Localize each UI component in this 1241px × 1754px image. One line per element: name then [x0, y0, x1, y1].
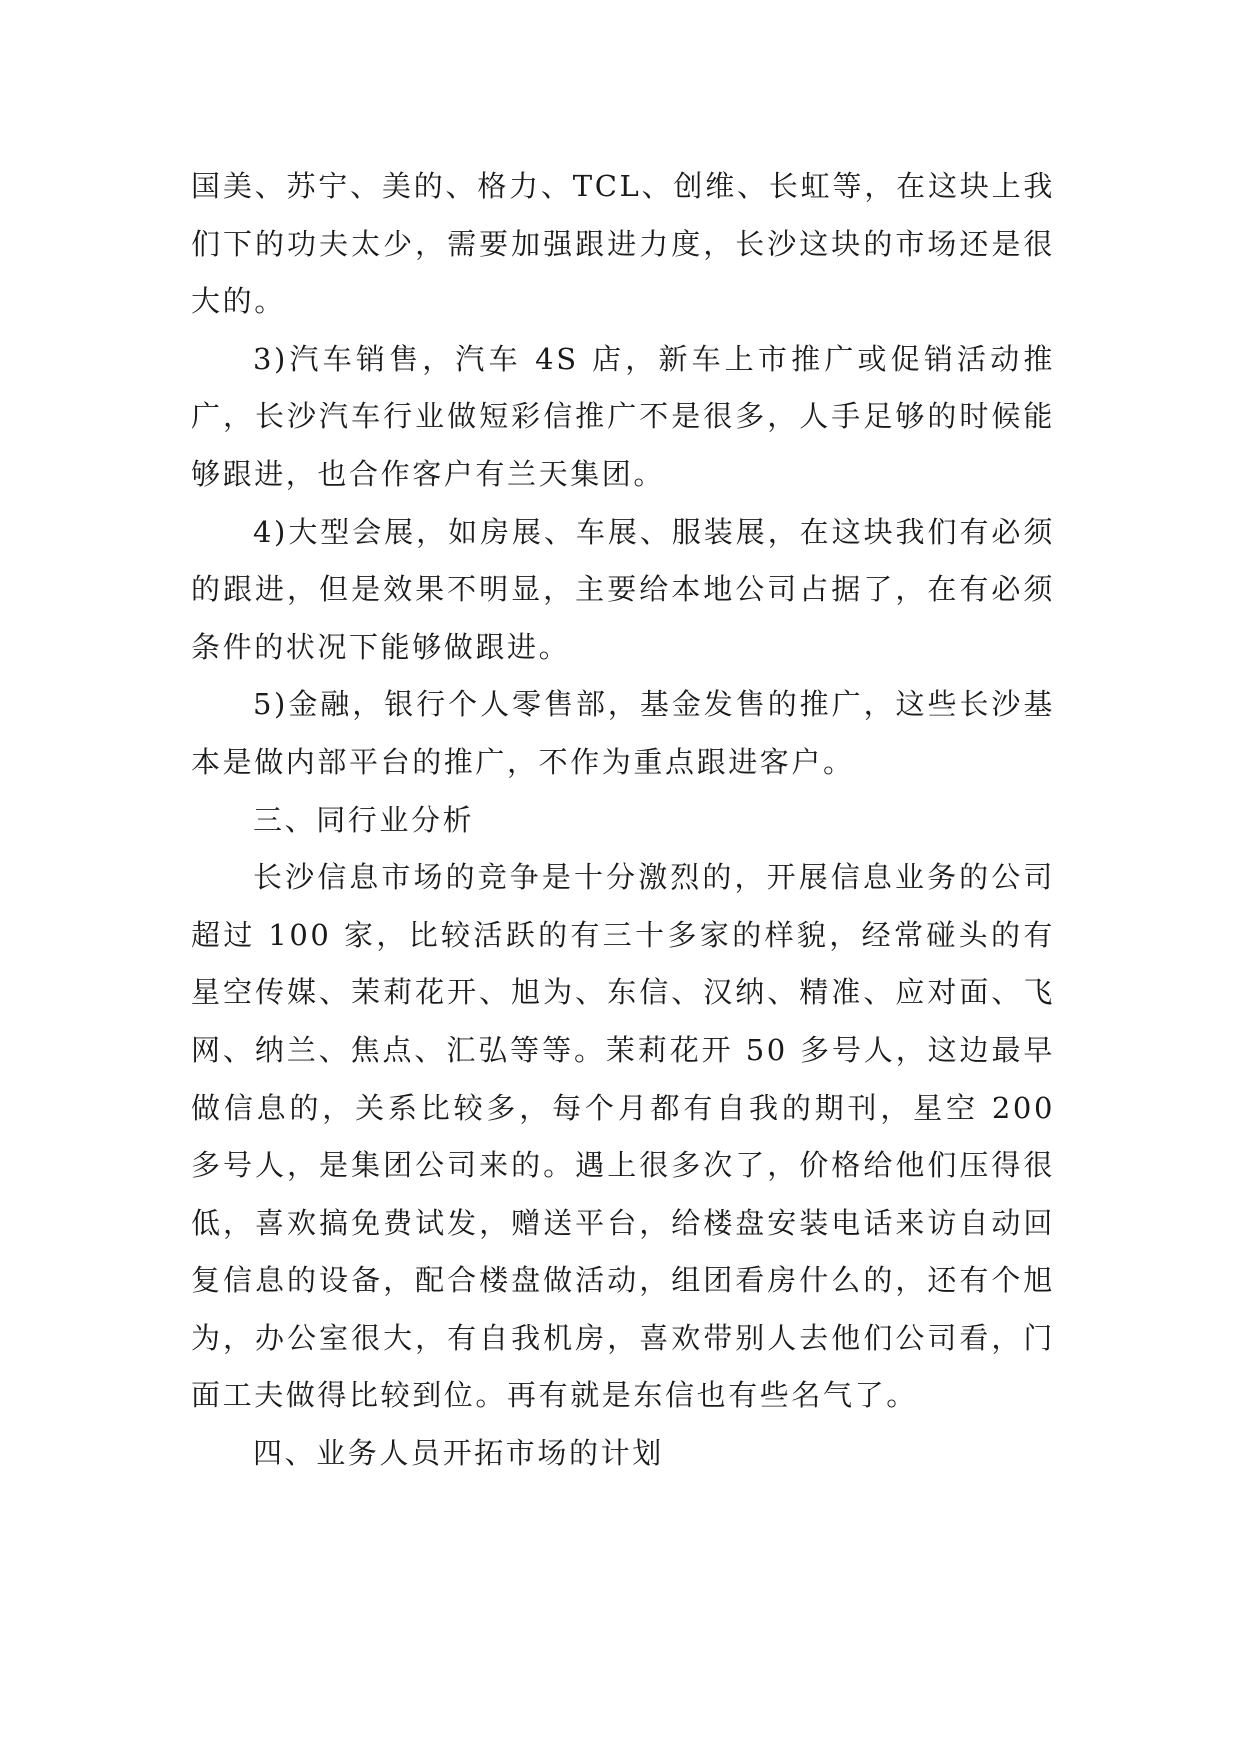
section-heading-market-plan: 四、业务人员开拓市场的计划	[253, 1436, 664, 1471]
paragraph-exhibitions: 4)大型会展，如房展、车展、服装展，在这块我们有必须的跟进，但是效果不明显，主要给本地公司占据了，在有必须条件的状况下能够做跟进。	[191, 514, 1055, 664]
document-body	[191, 158, 1055, 1483]
paragraph-finance: 5)金融，银行个人零售部，基金发售的推广，这些长沙基本是做内部平台的推广，不作为重点跟进客户。	[191, 687, 1055, 779]
section-heading-industry-analysis: 三、同行业分析	[253, 802, 475, 837]
paragraph-competition: 长沙信息市场的竞争是十分激烈的，开展信息业务的公司超过 100 家，比较活跃的有三十多家的样貌，经常碰头的有星空传媒、茉莉花开、旭为、东信、汉纳、精准、应对面、飞网、纳兰、焦点、汇弘等等。茉莉花开 50 多号人，这边最早做信息的，关系比较多，每个月都有自我的期刊，星空 200 多号人，是集团公司来的。遇上很多次了，价格给他们压得很低，喜欢搞免费试发，赠送平台，给楼盘安装电话来访自动回复信息的设备，配合楼盘做活动，组团看房什么的，还有个旭为，办公室很大，有自我机房，喜欢带别人去他们公司看，门面工夫做得比较到位。再有就是东信也有些名气了。	[191, 860, 1055, 1413]
paragraph-auto-sales: 3)汽车销售，汽车 4S 店，新车上市推广或促销活动推广，长沙汽车行业做短彩信推广不是很多，人手足够的时候能够跟进，也合作客户有兰天集团。	[191, 341, 1055, 491]
paragraph-appliance-retail: 国美、苏宁、美的、格力、TCL、创维、长虹等，在这块上我们下的功夫太少，需要加强跟进力度，长沙这块的市场还是很大的。	[191, 169, 1055, 319]
